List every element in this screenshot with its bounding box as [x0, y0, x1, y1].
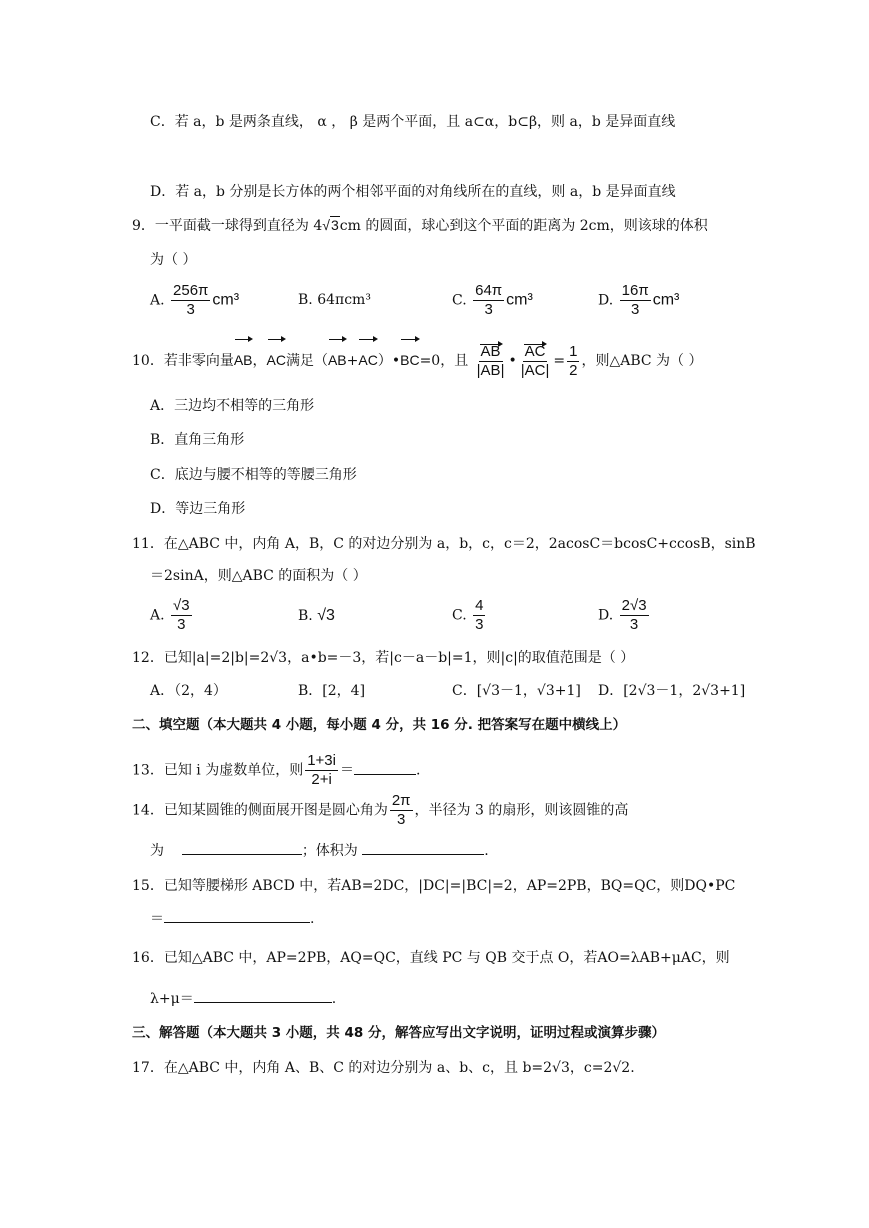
fraction-ab-unit [475, 343, 507, 380]
dot-operator: ）• [377, 353, 401, 369]
q12-option-a: A．（2，4） [150, 683, 227, 699]
q10-stem [132, 338, 703, 380]
unit: cm³ [652, 291, 680, 309]
q12-option-d: D．[2√3－1，2√3+1] [598, 683, 746, 699]
period: . [310, 911, 315, 927]
q13-stem [132, 752, 420, 789]
section-heading-solution: 三、解答题（本大题共 3 小题，共 48 分，解答应写出文字说明，证明过程或演算步骤） [132, 1025, 665, 1041]
q14-text-volume: ；体积为 [301, 843, 358, 859]
q12-stem: 12．已知|a|=2|b|=2√3，a•b=－3，若|c－a－b|=1，则|c|的取值范围是（ ） [132, 650, 635, 666]
section-heading-fill-in: 二、填空题（本大题共 4 小题，每小题 4 分，共 16 分. 把答案写在题中横线上） [132, 717, 627, 733]
q14-text-wei: 为 [150, 843, 164, 859]
equals-sign: = [553, 353, 566, 369]
numerator: 256π [173, 282, 209, 299]
q10-text-prefix: 10．若非零向量 [132, 353, 234, 369]
q9-option-a [150, 282, 239, 319]
q10-option-d: D．等边三角形 [150, 501, 246, 517]
q9-sqrt: √3 [322, 217, 339, 233]
q11-option-d [598, 597, 651, 634]
answer-blank[interactable] [194, 988, 332, 1003]
denominator: 3 [629, 616, 639, 633]
answer-blank[interactable] [164, 908, 310, 923]
q9-option-b [298, 290, 371, 310]
q11-stem-line1: 11．在△ABC 中，内角 A，B，C 的对边分别为 a，b，c，c＝2，2acosC＝bcosC+ccosB，sinB [132, 536, 756, 552]
q9-stem-text-b: cm 的圆面，球心到这个平面的距离为 2cm，则该球的体积 [339, 218, 708, 234]
q10-option-a: A．三边均不相等的三角形 [150, 398, 315, 414]
numerator: AB [480, 342, 501, 360]
q11-option-c [452, 597, 487, 634]
numerator: 2√3 [621, 597, 647, 614]
q9-stem-line1 [132, 215, 708, 236]
q16-stem: 16．已知△ABC 中，AP=2PB，AQ=QC，直线 PC 与 QB 交于点 O，若AO=λAB+μAC，则 [132, 950, 730, 966]
q14-stem-line2 [150, 840, 489, 861]
fraction [390, 792, 413, 829]
plus-sign: + [346, 353, 359, 369]
option-label: A. [150, 292, 165, 309]
denominator: 3 [630, 301, 640, 318]
option-label: C. [452, 292, 467, 309]
q8-option-d: D．若 a，b 分别是长方体的两个相邻平面的对角线所在的直线，则 a，b 是异面直线 [150, 184, 676, 200]
q11-stem-line2: ＝2sinA，则△ABC 的面积为（ ） [150, 568, 367, 584]
fraction [171, 597, 192, 634]
q12-option-c: C．[√3－1，√3+1] [452, 683, 581, 699]
q9-sqrt-radicand: 3 [330, 217, 339, 233]
answer-blank-volume[interactable] [362, 840, 484, 855]
period: . [331, 991, 337, 1007]
q14-stem-line1 [132, 792, 628, 829]
q10-text-mid: 满足（ [285, 353, 328, 369]
q9-stem-line2: 为（ ） [150, 252, 197, 268]
option-label: B. [298, 292, 313, 308]
q9-option-c [452, 282, 533, 319]
period: . [484, 843, 489, 859]
fraction [620, 282, 651, 319]
q13-text-prefix: 13．已知 i 为虚数单位，则 [132, 762, 304, 779]
vector-ab: AB [328, 338, 347, 378]
q14-text-prefix: 14．已知某圆锥的侧面展开图是圆心角为 [132, 802, 388, 819]
denominator: 2 [569, 361, 578, 379]
fraction [305, 752, 338, 789]
q11-option-b [298, 606, 335, 626]
q12-option-b: B．[2，4] [298, 683, 366, 699]
denominator: 2+i [311, 771, 332, 788]
equals-sign: ＝ [339, 762, 354, 779]
option-label: D. [598, 607, 614, 624]
option-text: 64πcm³ [317, 292, 371, 308]
q11-option-a [150, 597, 194, 634]
vector-ac: AC [267, 338, 286, 378]
answer-blank[interactable] [354, 760, 416, 775]
option-text: √3 [317, 607, 335, 624]
q17-stem: 17．在△ABC 中，内角 A、B、C 的对边分别为 a、b、c，且 b=2√3，c=2√2. [132, 1060, 635, 1076]
period: . [415, 762, 421, 779]
denominator: 3 [475, 616, 484, 633]
denominator: 3 [484, 301, 493, 318]
denominator: |AB| [476, 361, 505, 379]
vector-bc: BC [400, 338, 419, 378]
equals-sign: ＝ [150, 911, 164, 927]
numerator: 4 [475, 597, 484, 614]
numerator: 64π [475, 282, 503, 299]
option-label: A. [150, 607, 165, 624]
q16-lambda-mu: λ+μ＝ [150, 991, 194, 1007]
dot-operator: • [508, 353, 517, 369]
q8-option-c: C．若 a，b 是两条直线， α ， β 是两个平面，且 a⊂α，b⊂β，则 a，b 是异面直线 [150, 114, 676, 130]
denominator: 3 [186, 301, 195, 318]
q10-option-b: B．直角三角形 [150, 432, 245, 448]
numerator: √3 [173, 597, 190, 614]
fraction [473, 597, 485, 634]
fraction [171, 282, 210, 319]
q9-option-d [598, 282, 679, 319]
q15-stem: 15．已知等腰梯形 ABCD 中，若AB=2DC，|DC|=|BC|=2，AP=2PB，BQ=QC，则DQ•PC [132, 878, 736, 894]
answer-blank-height[interactable] [182, 840, 302, 855]
numerator: 16π [621, 282, 649, 299]
fraction-half [567, 343, 579, 380]
unit: cm³ [506, 291, 533, 309]
numerator: AC [524, 342, 546, 360]
q10-text-eq0: =0，且 [419, 353, 469, 369]
separator: ， [252, 353, 267, 369]
numerator: 1+3i [307, 752, 336, 769]
fraction [620, 597, 649, 634]
numerator: 1 [569, 342, 578, 360]
q14-text-suffix: ，半径为 3 的扇形，则该圆锥的高 [414, 802, 629, 819]
denominator: |AC| [520, 361, 550, 379]
denominator: 3 [177, 616, 186, 633]
numerator: 2π [391, 792, 411, 809]
fraction-ac-unit [519, 343, 552, 380]
option-label: C. [452, 607, 467, 624]
q16-line2 [150, 988, 336, 1009]
q9-stem-text-a: 9．一平面截一球得到直径为 4 [132, 218, 323, 234]
denominator: 3 [397, 811, 406, 828]
fraction [473, 282, 504, 319]
q10-text-tail: ，则△ABC 为（ ） [581, 353, 703, 369]
unit: cm³ [212, 291, 240, 309]
option-label: D. [598, 292, 614, 309]
vector-ab: AB [234, 338, 253, 378]
option-label: B. [298, 608, 313, 624]
vector-ac: AC [358, 338, 377, 378]
q10-option-c: C．底边与腰不相等的等腰三角形 [150, 467, 357, 483]
q15-line2 [150, 908, 314, 929]
